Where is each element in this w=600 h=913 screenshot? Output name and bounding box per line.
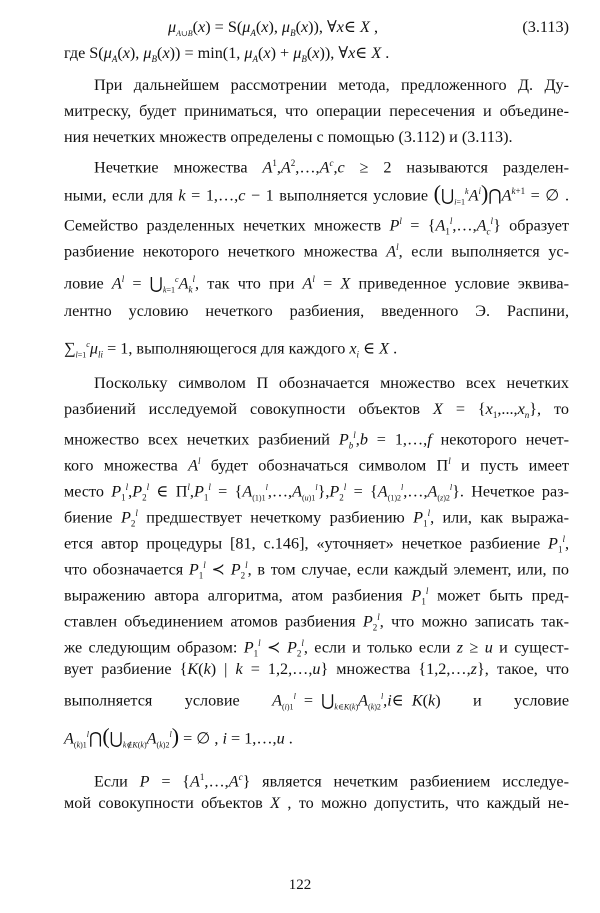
equation-number: (3.113) (522, 18, 569, 36)
text-line: ется автор процедуры [81, с.146], «уточняет» нечеткое разбиение $P_1^l$, (64, 534, 569, 555)
text-line: вует разбиение {K(k) | k = 1,2,…,u} множества {1,2,…,z}, такое, что (64, 660, 569, 678)
text-line: что обозначается $P_1^l$ ≺ $P_2^l$, в том случае, если каждый элемент, или, по (64, 560, 569, 581)
text-line: $A_{(k)1}^l⋂(⋃_{k\notin K(k)}A_{(k)2}^l)$ = ∅ , i = 1,…,u . (64, 723, 293, 750)
text-line: лентно условию нечеткого разбиения, введенного Э. Распини, (64, 302, 569, 320)
text-line: разбиений исследуемой совокупности объектов $X = \{x_1,...,x_n\}$, то (64, 400, 569, 421)
text-line: ными, если для k = 1,…,c − 1 выполняется условие $(⋃_{i=1}^kA^i)⋂A^{k+1}$ = ∅ . (64, 180, 570, 207)
text-line: ния нечетких множеств определены с помощью (3.112) и (3.113). (64, 128, 513, 146)
page-number: 122 (288, 877, 312, 893)
text-line: место $P_1^l,P_2^l$ ∈ $\Pi^l,P_1^l$ = $\{A_{(1)1}^l,\dots,A_{(u)1}^l\},P_2^l$ = $\{A_{(1)2}^l,\dots,A_{(z)2}^l\}$. Нечеткое раз- (64, 482, 569, 503)
text-line: При дальнейшем рассмотрении метода, предложенного Д. Ду- (94, 76, 569, 94)
text-line: Нечеткие множества $A^1,A^2,\dots,A^c,c \ge 2$ называются разделен- (94, 158, 569, 177)
text-line: $\sum_{l=1}^c\mu_{li} = 1$, выполняющегося для каждого $x_i$ ∈ X . (64, 339, 398, 360)
text-line: Если $P = \{A^1,\dots,A^c\}$ является нечетким разбиением исследуе- (94, 772, 569, 791)
text-line: биение $P_2^l$ предшествует нечеткому разбиению $P_1^l$, или, как выража- (64, 508, 569, 529)
text-line: Поскольку символом Π обозначается множество всех нечетких (94, 374, 569, 392)
text-line: ставлен объединением атомов разбиения $P_2^l$, что можно записать так- (64, 612, 569, 633)
text-line: мой совокупности объектов X , то можно допустить, что каждый не- (64, 794, 570, 812)
text-line: Семейство разделенных нечетких множеств $P^l$ = $\{A_1^l,\dots,A_c^l\}$ образует (64, 216, 569, 237)
text-line: ловие $A^l$ = $⋃_{k=1}^cA_k^l$, так что при $A^l = X$ приведенное условие эквива- (64, 274, 569, 295)
text-line: множество всех нечетких разбиений $P_b^l,b$ = 1,…,f некоторого нечет- (64, 430, 569, 451)
text-line: выполняется условие $A_{(i)1}^l$ = $⋃_{k\in K(k)}A_{(k)2}^l,i\in$ K(k) и условие (64, 691, 570, 712)
text-line: разбиение некоторого нечеткого множества $A^l$, если выполняется ус- (64, 242, 569, 261)
text-line: кого множества $A^l$ будет обозначаться символом $\Pi^l$ и пусть имеет (64, 456, 569, 475)
formula-3-113: $\mu_{A\cup B}(x) = S(\mu_A(x)$, $\mu_B(x)$), ∀x∈ X , (168, 18, 378, 39)
text-line: где $S(\mu_A(x)$, $\mu_B(x)) = \min(1$, $\mu_A(x) + \mu_B(x)$), ∀x∈ X . (64, 44, 390, 65)
text-line: же следующим образом: $P_1^l$ ≺ $P_2^l$, если и только если z ≥ u и сущест- (64, 638, 569, 659)
text-line: выражению автора алгоритма, атом разбиения $P_1^l$ может быть пред- (64, 586, 569, 607)
text-line: митреску, будет приниматься, что операции пересечения и объедине- (64, 102, 569, 120)
